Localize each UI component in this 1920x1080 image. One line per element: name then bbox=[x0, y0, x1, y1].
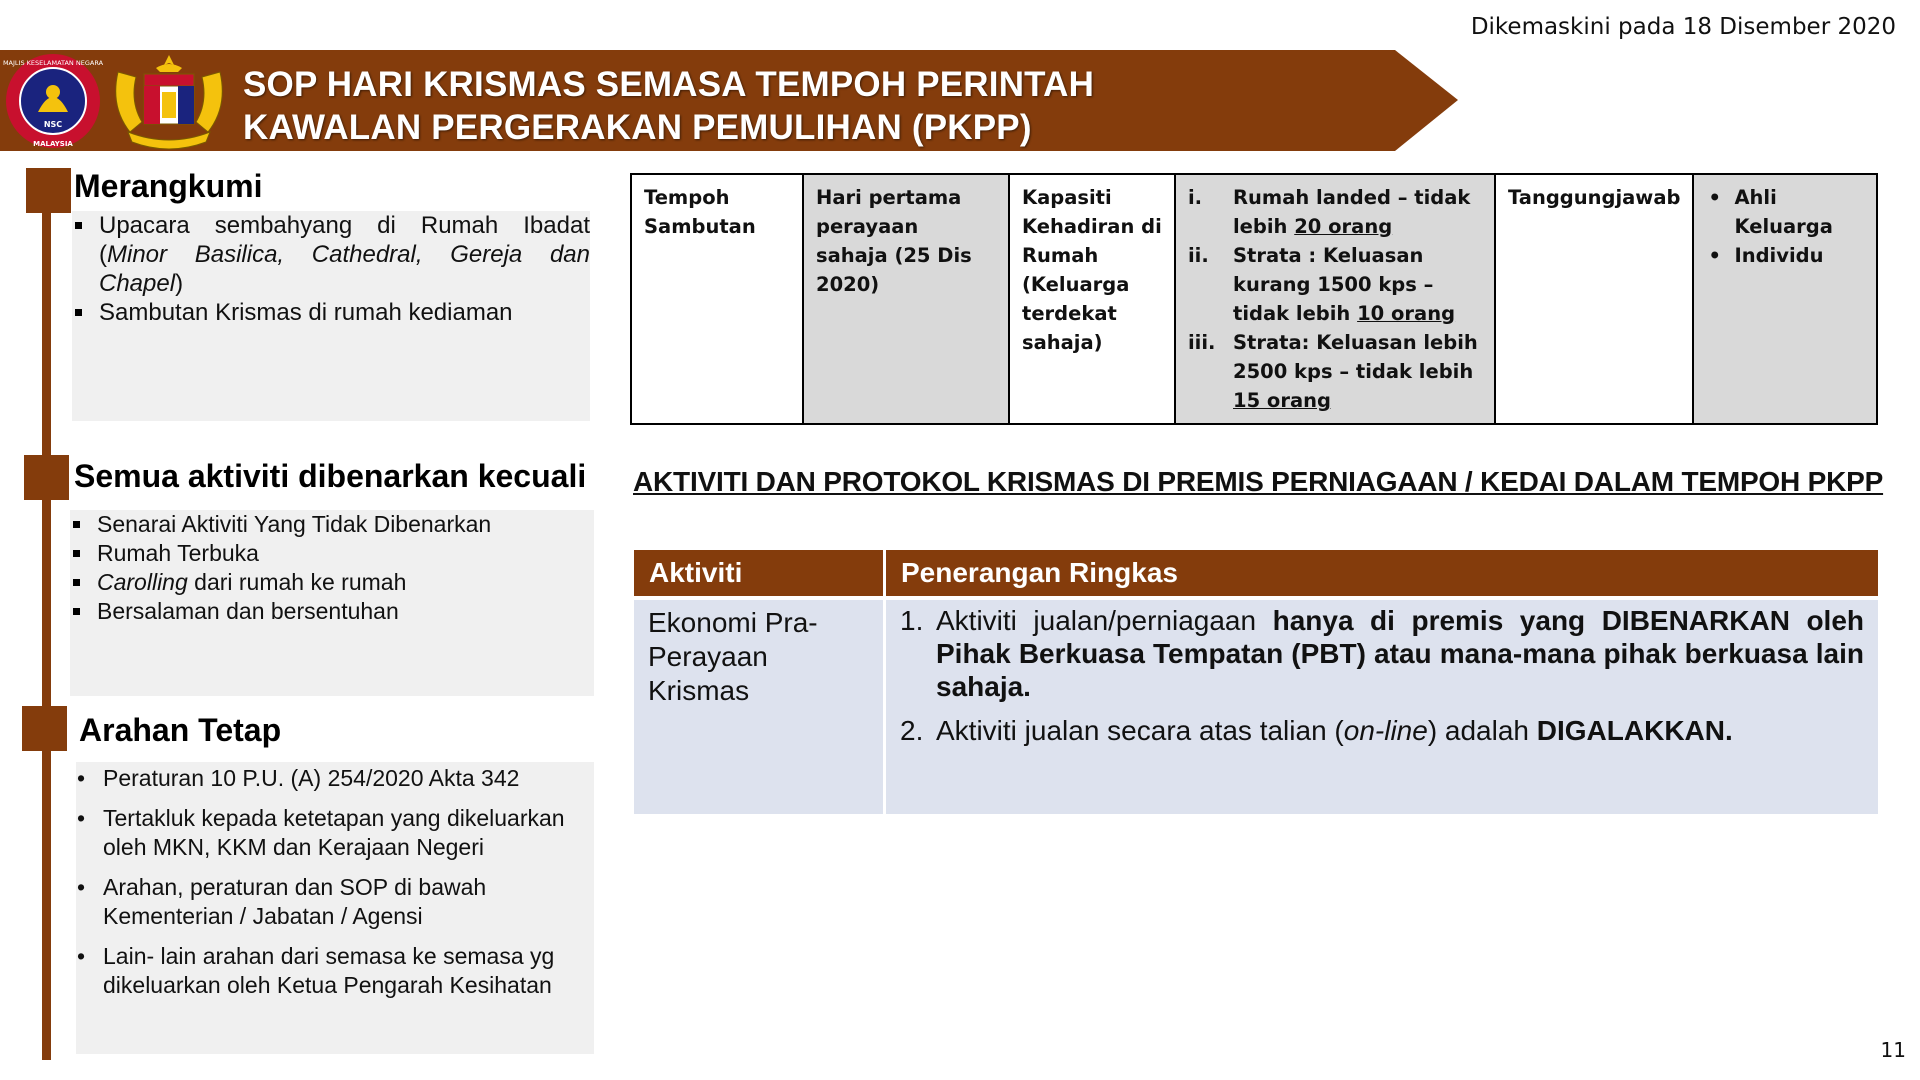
updated-date: Dikemaskini pada 18 Disember 2020 bbox=[1470, 14, 1896, 40]
bullet: • bbox=[77, 765, 86, 791]
section-marker bbox=[24, 455, 69, 500]
table-cell: Hari pertama perayaan sahaja (25 Dis 2020) bbox=[803, 174, 1009, 424]
timeline-line bbox=[42, 192, 51, 1060]
list-item: Senarai Aktiviti Yang Tidak Dibenarkan bbox=[70, 510, 594, 539]
list-item: • Ahli Keluarga bbox=[1706, 183, 1864, 241]
table-header-row bbox=[634, 550, 1878, 598]
list-item: Sambutan Krismas di rumah kediaman bbox=[72, 298, 590, 327]
table-cell: Tanggungjawab bbox=[1495, 174, 1693, 424]
kecuali-panel bbox=[70, 510, 594, 696]
bullet: • bbox=[77, 874, 86, 900]
responsible-cell bbox=[1693, 174, 1877, 424]
section-marker bbox=[26, 168, 71, 213]
bullet bbox=[73, 521, 80, 528]
capacity-cell bbox=[1175, 174, 1495, 424]
table-row bbox=[634, 598, 1878, 814]
bullet bbox=[73, 608, 80, 615]
title-line-2: KAWALAN PERGERAKAN PEMULIHAN (PKPP) bbox=[243, 108, 1032, 147]
svg-text:MAJLIS KESELAMATAN NEGARA: MAJLIS KESELAMATAN NEGARA bbox=[2, 59, 104, 67]
merangkumi-list bbox=[72, 211, 590, 421]
description-item: 1. Aktiviti jualan/perniagaan hanya di premis yang DIBENARKAN oleh Pihak Berkuasa Tempatan (PBT) atau mana-mana pihak berkuasa lain sahaja. bbox=[900, 605, 1864, 702]
svg-text:MALAYSIA: MALAYSIA bbox=[33, 140, 73, 148]
list-item: Rumah Terbuka bbox=[70, 539, 594, 568]
svg-text:NSC: NSC bbox=[43, 120, 63, 129]
list-item: Bersalaman dan bersentuhan bbox=[70, 597, 594, 626]
table-cell: Kapasiti Kehadiran di Rumah (Keluarga terdekat sahaja) bbox=[1009, 174, 1175, 424]
list-item: • Tertakluk kepada ketetapan yang dikeluarkan oleh MKN, KKM dan Kerajaan Negeri bbox=[77, 805, 565, 860]
table-row bbox=[631, 174, 1877, 424]
list-item: • Arahan, peraturan dan SOP di bawah Kementerian / Jabatan / Agensi bbox=[77, 874, 487, 929]
bullet: • bbox=[77, 943, 86, 969]
activity-description bbox=[885, 598, 1879, 814]
page-number: 11 bbox=[1880, 1038, 1906, 1062]
section-subheading: AKTIVITI DAN PROTOKOL KRISMAS DI PREMIS PERNIAGAAN / KEDAI DALAM TEMPOH PKPP bbox=[633, 466, 1884, 497]
column-header-aktiviti: Aktiviti bbox=[634, 550, 885, 598]
arahan-heading: Arahan Tetap bbox=[79, 712, 282, 748]
bullet: • bbox=[1708, 186, 1721, 209]
bullet bbox=[75, 222, 82, 229]
bullet: • bbox=[77, 805, 86, 831]
bullet: • bbox=[1708, 244, 1721, 267]
list-item: • Peraturan 10 P.U. (A) 254/2020 Akta 342 bbox=[77, 765, 520, 791]
list-item: Upacara sembahyang di Rumah Ibadat (Minor Basilica, Cathedral, Gereja dan Chapel) bbox=[72, 211, 590, 298]
arahan-panel bbox=[76, 762, 594, 1054]
bullet bbox=[73, 550, 80, 557]
activity-label: Ekonomi Pra-Perayaan Krismas bbox=[634, 598, 885, 814]
coat-of-arms-logo bbox=[108, 52, 230, 150]
pkpp-home-table bbox=[630, 173, 1878, 425]
nsc-logo bbox=[2, 52, 104, 150]
capacity-item: iii. Strata: Keluasan lebih 2500 kps – tidak lebih 15 orang bbox=[1188, 331, 1478, 412]
merangkumi-heading: Merangkumi bbox=[74, 168, 263, 204]
section-marker bbox=[22, 706, 67, 751]
list-item: Carolling dari rumah ke rumah bbox=[70, 568, 594, 597]
title-line-1: SOP HARI KRISMAS SEMASA TEMPOH PERINTAH bbox=[243, 65, 1095, 104]
list-item: • Individu bbox=[1706, 241, 1864, 270]
column-header-penerangan: Penerangan Ringkas bbox=[885, 550, 1879, 598]
capacity-item: ii. Strata : Keluasan kurang 1500 kps – tidak lebih 10 orang bbox=[1188, 244, 1456, 325]
bullet bbox=[73, 579, 80, 586]
kecuali-heading: Semua aktiviti dibenarkan kecuali bbox=[74, 458, 587, 494]
page-title bbox=[243, 63, 1094, 149]
capacity-item: i. Rumah landed – tidak lebih 20 orang bbox=[1188, 186, 1471, 238]
description-item: 2. Aktiviti jualan secara atas talian (on-line) adalah DIGALAKKAN. bbox=[900, 715, 1733, 746]
list-item: • Lain- lain arahan dari semasa ke semasa yg dikeluarkan oleh Ketua Pengarah Kesihatan bbox=[77, 943, 555, 998]
bullet bbox=[75, 309, 82, 316]
activity-table bbox=[634, 550, 1878, 814]
table-cell: Tempoh Sambutan bbox=[631, 174, 803, 424]
